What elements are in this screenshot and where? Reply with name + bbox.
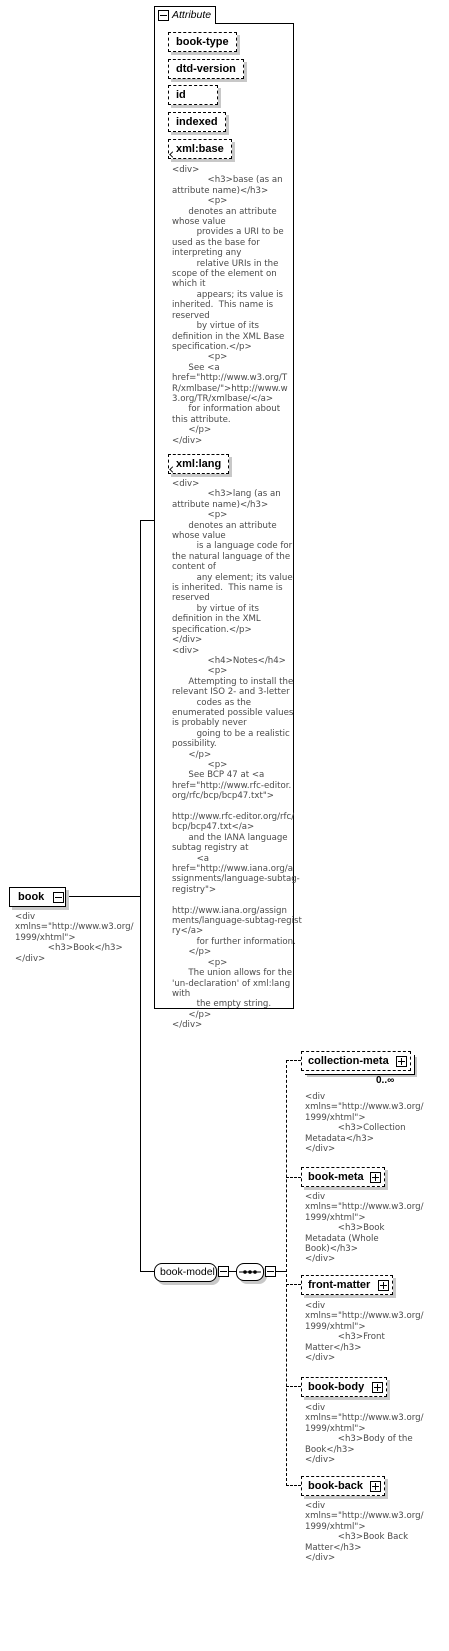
expand-icon[interactable] — [370, 1481, 381, 1492]
expand-icon[interactable] — [372, 1382, 383, 1393]
xml-base-doc: <div> <h3>base (as an attribute name)</h3> <p> denotes an attribute whose value provides a URI to be used as the base for interpreting any relative URIs in the scope of the element on which it appears; its value is inherited. This name is reserved by virtue of its definition in the XML Base specification.</p> <p> See <a href="http://www.w3.org/T R/xmlbase/">http://www.w 3.org/TR/xmlbase/</a> for information about this attribute. </p> </div> — [172, 165, 288, 446]
root-element-box[interactable] — [9, 887, 66, 907]
book-back-doc: <div xmlns="http://www.w3.org/ 1999/xhtml"> <h3>Book Back Matter</h3> </div> — [305, 1501, 424, 1564]
collapse-icon[interactable] — [158, 10, 169, 21]
attribute-panel-title: Attribute — [172, 9, 212, 21]
connector-root — [65, 896, 140, 897]
connector-group — [140, 1271, 154, 1272]
element-book-body[interactable]: book-body — [301, 1377, 387, 1397]
model-group-book-model[interactable] — [154, 1263, 217, 1282]
attribute-indexed[interactable]: indexed — [168, 112, 226, 132]
front-matter-doc: <div xmlns="http://www.w3.org/ 1999/xhtml"> <h3>Front Matter</h3> </div> — [305, 1301, 424, 1364]
connector-child-4 — [286, 1386, 301, 1387]
attribute-xml-base[interactable]: xml:base — [168, 139, 232, 159]
sequence-compositor[interactable] — [236, 1263, 264, 1281]
connector-trunk — [140, 520, 141, 1272]
book-meta-doc: <div xmlns="http://www.w3.org/ 1999/xhtml"> <h3>Book Metadata (Whole Book)</h3> </div> — [305, 1192, 424, 1265]
connector-child-1 — [286, 1060, 301, 1061]
root-element-label: book — [18, 891, 45, 903]
element-book-back[interactable]: book-back — [301, 1476, 385, 1496]
element-front-matter[interactable]: front-matter — [301, 1275, 393, 1295]
connector-child-2 — [286, 1177, 301, 1178]
model-group-label: book-model — [160, 1266, 215, 1278]
expand-icon[interactable] — [378, 1280, 389, 1291]
attribute-id[interactable]: id — [168, 85, 218, 105]
root-doc: <div xmlns="http://www.w3.org/ 1999/xhtml"> <h3>Book</h3> </div> — [15, 912, 134, 964]
expand-icon[interactable] — [370, 1172, 381, 1183]
sequence-icon — [237, 1264, 263, 1280]
attribute-book-type[interactable]: book-type — [168, 32, 237, 52]
collection-meta-doc: <div xmlns="http://www.w3.org/ 1999/xhtml"> <h3>Collection Metadata</h3> </div> — [305, 1092, 424, 1155]
connector-child-5 — [286, 1485, 301, 1486]
attribute-dtd-version[interactable]: dtd-version — [168, 59, 244, 79]
element-collection-meta[interactable]: collection-meta — [301, 1051, 411, 1071]
book-body-doc: <div xmlns="http://www.w3.org/ 1999/xhtml"> <h3>Body of the Book</h3> </div> — [305, 1403, 424, 1466]
attribute-panel-tab[interactable] — [154, 6, 216, 24]
collapse-icon[interactable] — [53, 892, 64, 903]
connector-children-trunk — [286, 1060, 287, 1486]
expand-icon[interactable] — [396, 1056, 407, 1067]
cardinality-collection-meta: 0..∞ — [376, 1075, 395, 1086]
attribute-xml-lang[interactable]: xml:lang — [168, 454, 229, 474]
collapse-icon[interactable] — [265, 1266, 276, 1277]
connector-seq-out — [276, 1271, 286, 1272]
xml-lang-doc: <div> <h3>lang (as an attribute name)</h3> <p> denotes an attribute whose value is a language code for the natural language of the content of any element; its value is inherited. This name is reserved by virtue of its definition in the XML specification.</p> </div> <div> <h4>Notes</h4> <p> Attempting to install the relevant ISO 2- and 3-letter codes as the enumerated possible values is probably never going to be a realistic possibility. </p> <p> See BCP 47 at <a href="http://www.rfc-editor. org/rfc/bcp/bcp47.txt"> http://www.rfc-editor.org/rfc/ bcp/bcp47.txt</a> and the IANA language subtag registry at <a href="http://www.iana.org/a ssignments/language-subtag- registry"> http://www.iana.org/assign ments/language-subtag-regist ry</a> for further information. </p> <p> The union allows for the 'un-declaration' of xml:lang with the empty string. </p> </div> — [172, 479, 302, 1031]
connector-attr — [140, 520, 154, 521]
element-book-meta[interactable]: book-meta — [301, 1167, 385, 1187]
collapse-icon[interactable] — [218, 1266, 229, 1277]
connector-group-seq — [228, 1271, 236, 1272]
connector-child-3 — [286, 1284, 301, 1285]
